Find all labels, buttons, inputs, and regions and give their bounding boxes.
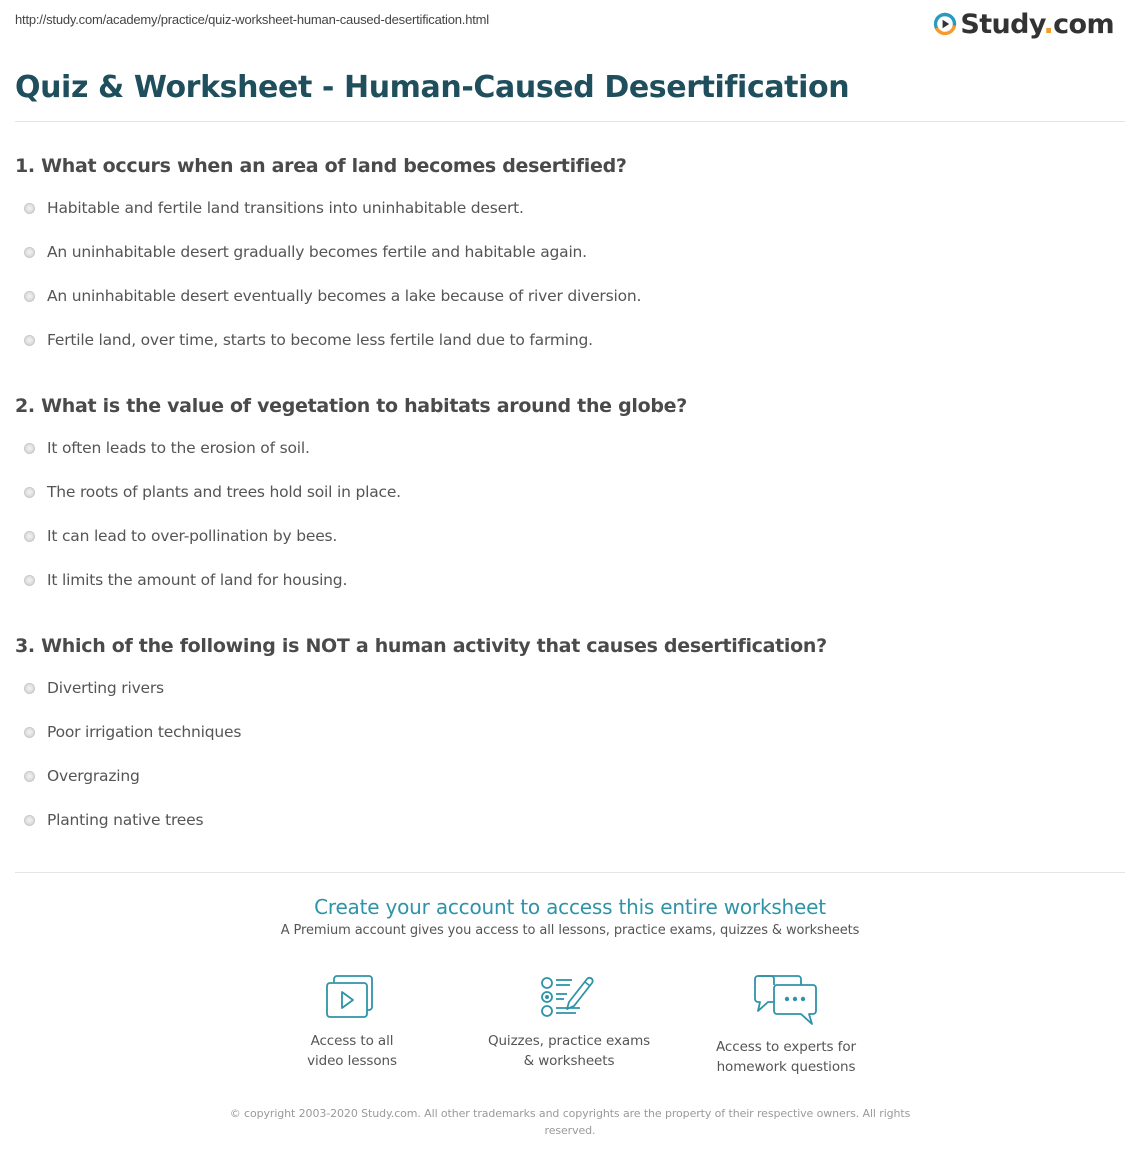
chat-bubbles-icon: [754, 975, 818, 1027]
answer-text: Habitable and fertile land transitions into uninhabitable desert.: [47, 199, 524, 217]
answer-option[interactable]: [15, 558, 687, 602]
feature-label-line1: Quizzes, practice exams: [487, 1033, 651, 1049]
radio-button-icon[interactable]: [24, 683, 35, 694]
answer-text: It limits the amount of land for housing.: [47, 571, 348, 589]
answer-text: Poor irrigation techniques: [47, 723, 242, 741]
answer-option[interactable]: [15, 514, 687, 558]
feature-label: [252, 1031, 452, 1071]
radio-button-icon[interactable]: [24, 575, 35, 586]
answer-text: It can lead to over-pollination by bees.: [47, 527, 338, 545]
radio-button-icon[interactable]: [24, 531, 35, 542]
answer-option[interactable]: [15, 666, 827, 710]
question-text: 2. What is the value of vegetation to habitats around the globe?: [15, 395, 687, 417]
page-url: http://study.com/academy/practice/quiz-worksheet-human-caused-desertification.html: [15, 12, 489, 27]
answer-text: Diverting rivers: [47, 679, 164, 697]
question-text: 3. Which of the following is NOT a human activity that causes desertification?: [15, 635, 827, 657]
logo-tld: com: [1053, 8, 1114, 40]
video-lessons-icon: [325, 975, 379, 1021]
radio-button-icon[interactable]: [24, 815, 35, 826]
answer-option[interactable]: [15, 710, 827, 754]
answer-option[interactable]: [15, 230, 641, 274]
feature-label-line2: & worksheets: [523, 1053, 615, 1069]
radio-button-icon[interactable]: [24, 771, 35, 782]
answer-option[interactable]: [15, 798, 827, 842]
quiz-checklist-icon: [540, 975, 598, 1021]
answer-option[interactable]: [15, 754, 827, 798]
feature-label-line1: Access to all: [310, 1033, 394, 1049]
feature-label: [469, 1031, 669, 1071]
content-divider: [15, 872, 1125, 873]
feature-label-line2: homework questions: [716, 1059, 856, 1075]
feature-label-line2: video lessons: [307, 1053, 397, 1069]
logo-wordmark: [960, 9, 1114, 40]
question-3: [15, 635, 827, 842]
question-text: 1. What occurs when an area of land becomes desertified?: [15, 155, 627, 177]
answer-option[interactable]: [15, 274, 641, 318]
radio-button-icon[interactable]: [24, 335, 35, 346]
feature-quizzes: [469, 975, 669, 1071]
feature-video-lessons: [252, 975, 452, 1071]
radio-button-icon[interactable]: [24, 203, 35, 214]
answer-list: [15, 186, 641, 362]
answer-text: Fertile land, over time, starts to become less fertile land due to farming.: [47, 331, 593, 349]
answer-text: Overgrazing: [47, 767, 140, 785]
feature-label-line1: Access to experts for: [716, 1039, 856, 1055]
question-2: [15, 395, 687, 602]
question-1: [15, 155, 641, 362]
radio-button-icon[interactable]: [24, 443, 35, 454]
radio-button-icon[interactable]: [24, 487, 35, 498]
signup-cta: [0, 895, 1140, 938]
feature-label: [686, 1037, 886, 1077]
cta-title-link[interactable]: Create your account to access this entire worksheet: [314, 895, 826, 919]
radio-button-icon[interactable]: [24, 291, 35, 302]
copyright-footer: © copyright 2003-2020 Study.com. All other trademarks and copyrights are the property of their respective owners. All rights reserved.: [229, 1107, 911, 1137]
answer-list: [15, 666, 827, 842]
answer-option[interactable]: [15, 470, 687, 514]
feature-experts: [686, 975, 886, 1077]
answer-option[interactable]: [15, 186, 641, 230]
answer-text: Planting native trees: [47, 811, 204, 829]
answer-text: An uninhabitable desert gradually becomes fertile and habitable again.: [47, 243, 587, 261]
header-divider: [15, 121, 1125, 122]
answer-list: [15, 426, 687, 602]
answer-text: An uninhabitable desert eventually becomes a lake because of river diversion.: [47, 287, 642, 305]
logo-name: Study: [960, 8, 1044, 40]
radio-button-icon[interactable]: [24, 247, 35, 258]
answer-text: It often leads to the erosion of soil.: [47, 439, 310, 457]
radio-button-icon[interactable]: [24, 727, 35, 738]
cta-subtitle: A Premium account gives you access to all lessons, practice exams, quizzes & worksheets: [280, 923, 860, 938]
study-logo[interactable]: [933, 8, 1114, 40]
answer-text: The roots of plants and trees hold soil in place.: [47, 483, 401, 501]
answer-option[interactable]: [15, 426, 687, 470]
play-circle-icon: [933, 12, 957, 36]
page-title: Quiz & Worksheet - Human-Caused Desertification: [15, 70, 850, 105]
answer-option[interactable]: [15, 318, 641, 362]
logo-dot: .: [1043, 8, 1054, 40]
